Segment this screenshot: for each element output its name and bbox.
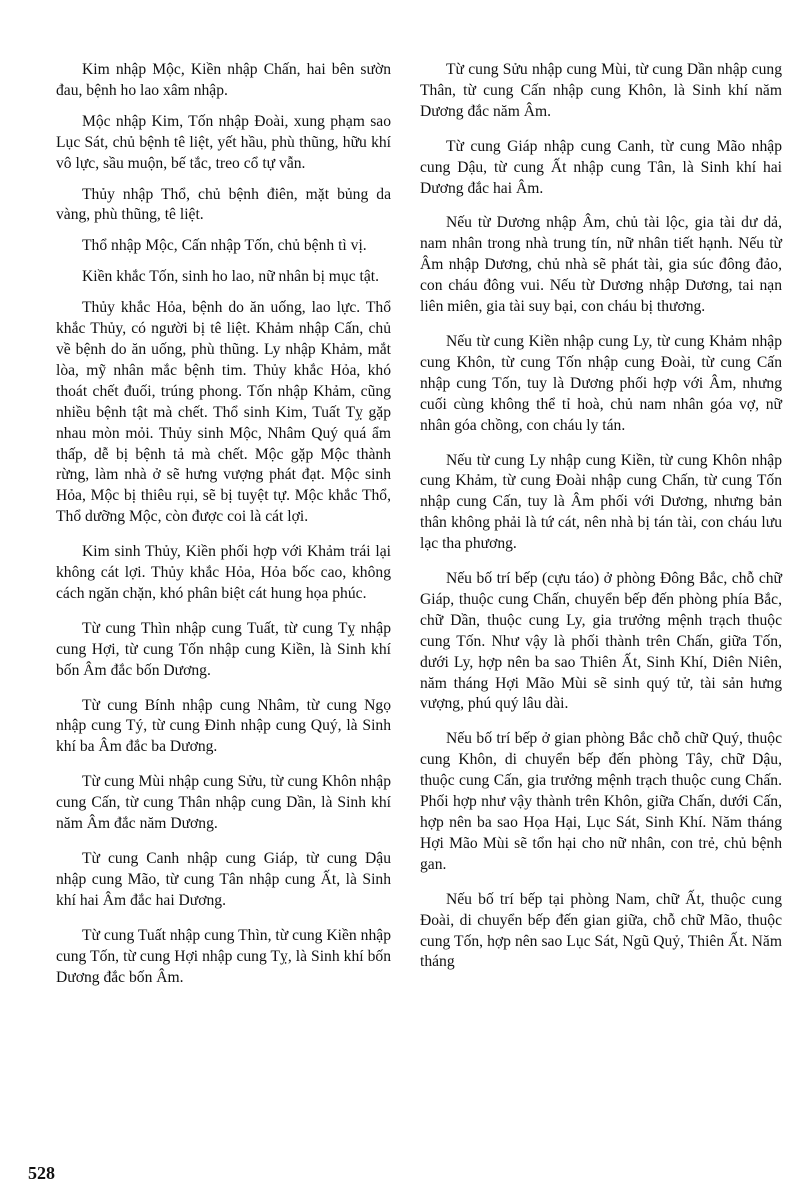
- paragraph: Nếu từ cung Ly nhập cung Kiền, từ cung Khôn nhập cung Khảm, từ cung Đoài nhập cung Chấn, từ cung Tốn nhập cung Cấn, tuy là Âm phối với Dương, nhưng bản thân không phải là tứ cát, nên nhà bị tán tài, con cháu lưu lạc tha phương.: [420, 451, 782, 553]
- paragraph: Thủy khắc Hỏa, bệnh do ăn uống, lao lực. Thổ khắc Thủy, có người bị tê liệt. Khảm nhập Cấn, chủ về bệnh do ăn uống, phù thũng. Ly nhập Khảm, mắt lòa, mỹ nhân mắc bệnh tim. Thủy khắc Hỏa, khó thoát chết đuối, trúng phong. Tốn nhập Khảm, cũng nhiều bệnh tật mà chết. Thổ sinh Kim, Tuất Tỵ gặp nhau mòn mỏi. Thủy sinh Mộc, Nhâm Quý quá ẩm thấp, dễ bị bệnh tả mà chết. Mộc gặp Mộc thành rừng, làm nhà ở sẽ hưng vượng phát đạt. Mộc sinh Hỏa, Mộc bị thiêu rụi, sẽ bị tuyệt tự. Mộc khắc Thổ, Thổ dưỡng Mộc, còn được coi là cát lợi.: [56, 299, 391, 526]
- right-column: [420, 60, 782, 987]
- paragraph: Nếu từ cung Kiền nhập cung Ly, từ cung Khảm nhập cung Khôn, từ cung Tốn nhập cung Đoài, từ cung Cấn nhập cung Tốn, tuy là Dương phối hợp với Âm, nhưng cuối cùng không thể tỉ hoà, chủ nam nhân góa vợ, nữ nhân góa chồng, con cháu ly tán.: [420, 332, 782, 434]
- paragraph: Từ cung Canh nhập cung Giáp, từ cung Dậu nhập cung Mão, từ cung Tân nhập cung Ất, là Sinh khí hai Âm đắc hai Dương.: [56, 850, 391, 909]
- paragraph: Từ cung Giáp nhập cung Canh, từ cung Mão nhập cung Dậu, từ cung Ất nhập cung Tân, là Sinh khí hai Dương đắc hai Âm.: [420, 137, 782, 197]
- paragraph: Từ cung Thìn nhập cung Tuất, từ cung Tỵ nhập cung Hợi, từ cung Tốn nhập cung Kiền, là Sinh khí bốn Âm đắc bốn Dương.: [56, 619, 391, 679]
- paragraph: Mộc nhập Kim, Tốn nhập Đoài, xung phạm sao Lục Sát, chủ bệnh tê liệt, yết hầu, phù thũng, hữu khí vô lực, sầu muộn, bế tắc, treo cổ tự vẫn.: [56, 112, 391, 172]
- paragraph: Kim sinh Thủy, Kiền phối hợp với Khảm trái lại không cát lợi. Thủy khắc Hỏa, Hỏa bốc cao, không cách ngăn chặn, khó phân biệt cát hung họa phúc.: [56, 543, 391, 602]
- paragraph: Nếu từ Dương nhập Âm, chủ tài lộc, gia tài dư dả, nam nhân trong nhà trung tín, nữ nhân tiết hạnh. Nếu từ Âm nhập Dương, chủ nhà sẽ phát tài, gia súc đông đảo, con cháu đông vui. Nếu từ Dương nhập Dương, tai nạn liên miên, gia tài suy bại, con cháu bị thương.: [420, 214, 782, 316]
- paragraph: Từ cung Mùi nhập cung Sửu, từ cung Khôn nhập cung Cấn, từ cung Thân nhập cung Dần, là Sinh khí năm Âm đắc năm Dương.: [56, 773, 391, 833]
- paragraph: Nếu bố trí bếp ở gian phòng Bắc chỗ chữ Quý, thuộc cung Khôn, di chuyển bếp đến phòng Tây, chữ Dậu, thuộc cung Cấn, gia trưởng mệnh trạch thuộc cung Chấn. Phối hợp như vậy thành trên Khôn, giữa Chấn, dưới Cấn, hợp nên ba sao Họa Hại, Lục Sát, Sinh Khí. Năm tháng Hợi Mão Mùi sẽ tổn hại cho nữ nhân, con trẻ, chủ bệnh gan.: [420, 730, 782, 873]
- left-column: [56, 60, 391, 1002]
- paragraph: Nếu bố trí bếp tại phòng Nam, chữ Ất, thuộc cung Đoài, di chuyển bếp đến gian giữa, chỗ chữ Mão, thuộc cung Tốn, hợp nên sao Lục Sát, Ngũ Quỷ, Thiên Ất. Năm tháng: [420, 890, 782, 971]
- paragraph: Kiền khắc Tốn, sinh ho lao, nữ nhân bị mục tật.: [82, 268, 380, 286]
- page-number: 528: [28, 1163, 55, 1183]
- paragraph: Nếu bố trí bếp (cựu táo) ở phòng Đông Bắc, chỗ chữ Giáp, thuộc cung Chấn, chuyển bếp đến phòng phía Bắc, chữ Dần, thuộc cung Ly, gia trưởng mệnh trạch thuộc cung Tốn. Như vậy là phối thành trên Chấn, giữa Tốn, dưới Ly, hợp nên ba sao Thiên Ất, Sinh Khí, Diên Niên, năm tháng Hợi Mão Mùi sẽ sinh quý tử, tài sản hưng vượng, phú quý lâu dài.: [420, 570, 782, 713]
- paragraph: Kim nhập Mộc, Kiền nhập Chấn, hai bên sườn đau, bệnh ho lao xâm nhập.: [56, 61, 391, 99]
- paragraph: Từ cung Tuất nhập cung Thìn, từ cung Kiền nhập cung Tốn, từ cung Hợi nhập cung Tỵ, là Sinh khí bốn Dương đắc bốn Âm.: [56, 926, 391, 986]
- paragraph: Thủy nhập Thổ, chủ bệnh điên, mặt bủng da vàng, phù thũng, tê liệt.: [56, 185, 391, 224]
- paragraph: Thổ nhập Mộc, Cấn nhập Tốn, chủ bệnh tì vị.: [82, 237, 367, 255]
- paragraph: Từ cung Sửu nhập cung Mùi, từ cung Dần nhập cung Thân, từ cung Cấn nhập cung Khôn, là Sinh khí năm Dương đắc năm Âm.: [420, 61, 782, 120]
- paragraph: Từ cung Bính nhập cung Nhâm, từ cung Ngọ nhập cung Tý, từ cung Đinh nhập cung Quý, là Sinh khí ba Âm đắc ba Dương.: [56, 696, 391, 756]
